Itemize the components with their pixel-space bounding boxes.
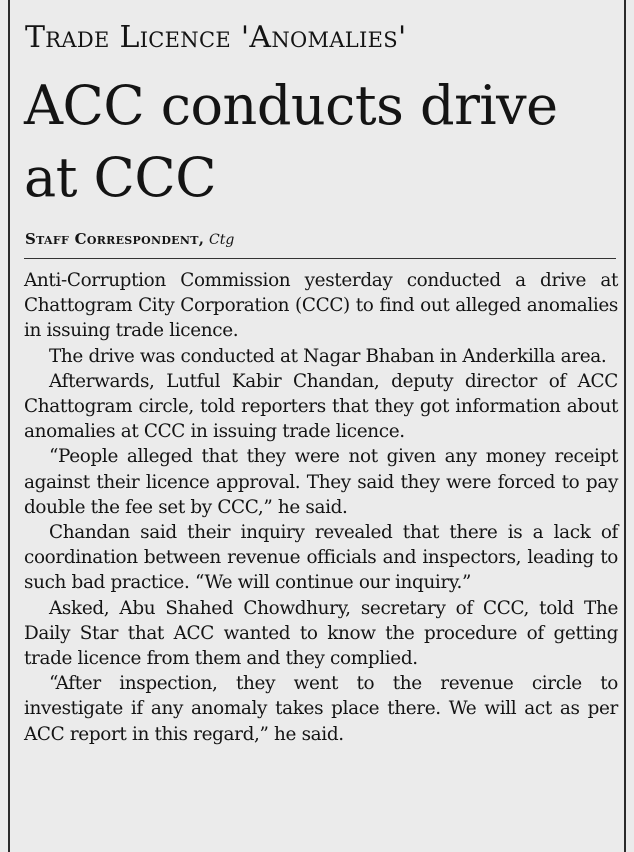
article-headline: ACC conducts drive at CCC [24, 74, 558, 209]
article-paragraph: Asked, Abu Shahed Chowdhury, secretary of CCC, told The Daily Star that ACC wanted to know the procedure of getting trade licence from them and they complied. [24, 597, 618, 670]
column-rule-right [624, 0, 626, 852]
article-kicker: Trade Licence 'Anomalies' [25, 20, 407, 55]
article-paragraph: “People alleged that they were not given any money receipt against their licence approval. They said they were forced to pay double the fee set by CCC,” he said. [24, 446, 618, 518]
byline-name: Staff Correspondent, [25, 230, 205, 248]
article-body [24, 268, 618, 747]
article-paragraph: Chandan said their inquiry revealed that there is a lack of coordination between revenue officials and inspectors, leading to such bad practice. “We will continue our inquiry.” [24, 522, 618, 594]
byline-location: Ctg [209, 232, 235, 248]
article-paragraph: Afterwards, Lutful Kabir Chandan, deputy director of ACC Chattogram circle, told reporters that they got information about anomalies at CCC in issuing trade licence. [24, 370, 618, 443]
column-rule-left [8, 0, 10, 852]
byline [25, 228, 234, 251]
article-paragraph: “After inspection, they went to the revenue circle to investigate if any anomaly takes place there. We will act as per ACC report in this regard,” he said. [24, 673, 618, 745]
byline-divider [24, 258, 616, 259]
article-paragraph: Anti-Corruption Commission yesterday conducted a drive at Chattogram City Corporation (CCC) to find out alleged anomalies in issuing trade licence. [24, 270, 618, 342]
article-paragraph: The drive was conducted at Nagar Bhaban in Anderkilla area. [49, 345, 607, 367]
